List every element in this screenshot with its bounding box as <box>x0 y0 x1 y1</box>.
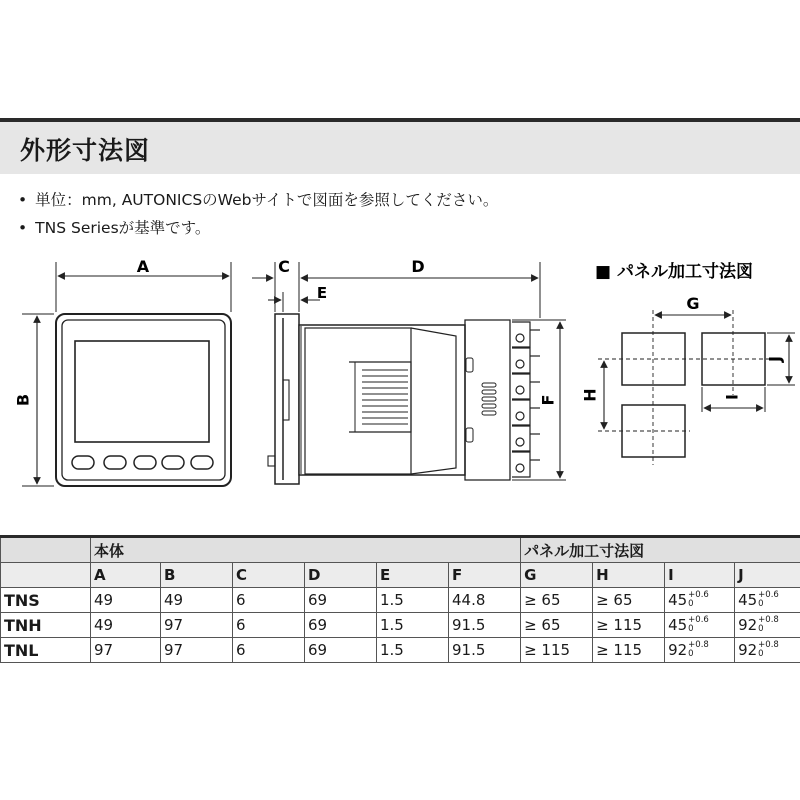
column-header: F <box>449 563 521 588</box>
cell-c: 6 <box>233 588 305 613</box>
group-header-panel: パネル加工寸法図 <box>521 537 800 563</box>
dim-label-f: F <box>538 394 558 406</box>
table-corner <box>1 537 91 563</box>
column-header-row <box>1 563 800 588</box>
cell-d: 69 <box>305 588 377 613</box>
tolerance-plus: +0.6 <box>688 615 709 626</box>
dimensions-table <box>0 535 800 663</box>
dim-label-i: I <box>722 394 742 400</box>
cell-e: 1.5 <box>377 613 449 638</box>
tolerance-plus: +0.8 <box>758 640 779 651</box>
group-header-body: 本体 <box>91 537 521 563</box>
cell-j <box>735 613 800 638</box>
column-header: B <box>161 563 233 588</box>
cell-h: ≥ 115 <box>593 613 665 638</box>
cell-g: ≥ 65 <box>521 588 593 613</box>
column-header: H <box>593 563 665 588</box>
column-header: C <box>233 563 305 588</box>
dim-label-e: E <box>316 284 328 302</box>
tolerance-base: 45 <box>668 590 688 609</box>
tolerance-minus: 0 <box>688 649 694 660</box>
tolerance-plus: +0.8 <box>758 615 779 626</box>
cell-b: 49 <box>161 588 233 613</box>
cell-g: ≥ 65 <box>521 613 593 638</box>
section-header <box>0 118 800 174</box>
notes-list <box>18 186 498 242</box>
model-name: TNL <box>1 638 91 663</box>
dim-label-h: H <box>580 388 600 402</box>
cell-a: 97 <box>91 638 161 663</box>
cell-b: 97 <box>161 613 233 638</box>
cell-g: ≥ 115 <box>521 638 593 663</box>
note-text: TNS Seriesが基準です。 <box>35 219 211 237</box>
table-row <box>1 588 800 613</box>
bullet-icon: • <box>18 191 28 209</box>
cell-i <box>665 588 735 613</box>
column-header: A <box>91 563 161 588</box>
cell-i <box>665 638 735 663</box>
tolerance-base: 45 <box>738 590 758 609</box>
dimension-diagram <box>0 240 800 535</box>
cell-e: 1.5 <box>377 588 449 613</box>
cell-f: 91.5 <box>449 638 521 663</box>
cell-h: ≥ 65 <box>593 588 665 613</box>
tolerance-minus: 0 <box>688 599 694 610</box>
cell-j <box>735 638 800 663</box>
header-blank <box>1 563 91 588</box>
cell-e: 1.5 <box>377 638 449 663</box>
cell-a: 49 <box>91 613 161 638</box>
dim-label-j: J <box>765 356 785 362</box>
table-row <box>1 613 800 638</box>
dim-label-g: G <box>686 294 700 313</box>
cell-a: 49 <box>91 588 161 613</box>
side-view <box>268 314 540 484</box>
cell-d: 69 <box>305 613 377 638</box>
tolerance <box>758 641 779 659</box>
cell-f: 44.8 <box>449 588 521 613</box>
panel-cutout-drawing <box>598 310 795 465</box>
note-item <box>18 186 498 214</box>
tolerance-base: 45 <box>668 615 688 634</box>
tolerance <box>758 616 779 634</box>
cell-j <box>735 588 800 613</box>
dim-label-b: B <box>13 393 33 407</box>
model-name: TNH <box>1 613 91 638</box>
section-title: 外形寸法図 <box>20 136 151 165</box>
tolerance-base: 92 <box>738 615 758 634</box>
tolerance <box>688 591 709 609</box>
cell-h: ≥ 115 <box>593 638 665 663</box>
cell-b: 97 <box>161 638 233 663</box>
column-header: J <box>735 563 800 588</box>
tolerance-base: 92 <box>668 640 688 659</box>
cell-c: 6 <box>233 613 305 638</box>
column-header: G <box>521 563 593 588</box>
tolerance-minus: 0 <box>758 624 764 635</box>
cell-c: 6 <box>233 638 305 663</box>
cell-i <box>665 613 735 638</box>
note-text: 単位：mm, AUTONICSのWebサイトで図面を参照してください。 <box>35 191 499 209</box>
tolerance-plus: +0.8 <box>688 640 709 651</box>
tolerance-plus: +0.6 <box>688 590 709 601</box>
tolerance <box>688 616 709 634</box>
model-name: TNS <box>1 588 91 613</box>
dim-label-c: C <box>278 257 290 276</box>
front-view <box>14 257 232 486</box>
bullet-icon: • <box>18 219 28 237</box>
column-header: D <box>305 563 377 588</box>
panel-cutout-title: ■ パネル加工寸法図 <box>595 262 753 282</box>
tolerance-base: 92 <box>738 640 758 659</box>
note-item <box>18 214 498 242</box>
tolerance <box>758 591 779 609</box>
tolerance-plus: +0.6 <box>758 590 779 601</box>
dim-label-d: D <box>411 257 425 276</box>
tolerance-minus: 0 <box>758 599 764 610</box>
dim-label-a: A <box>136 257 150 276</box>
cell-d: 69 <box>305 638 377 663</box>
column-header: E <box>377 563 449 588</box>
tolerance-minus: 0 <box>758 649 764 660</box>
tolerance <box>688 641 709 659</box>
cell-f: 91.5 <box>449 613 521 638</box>
column-header: I <box>665 563 735 588</box>
tolerance-minus: 0 <box>688 624 694 635</box>
table-row <box>1 638 800 663</box>
